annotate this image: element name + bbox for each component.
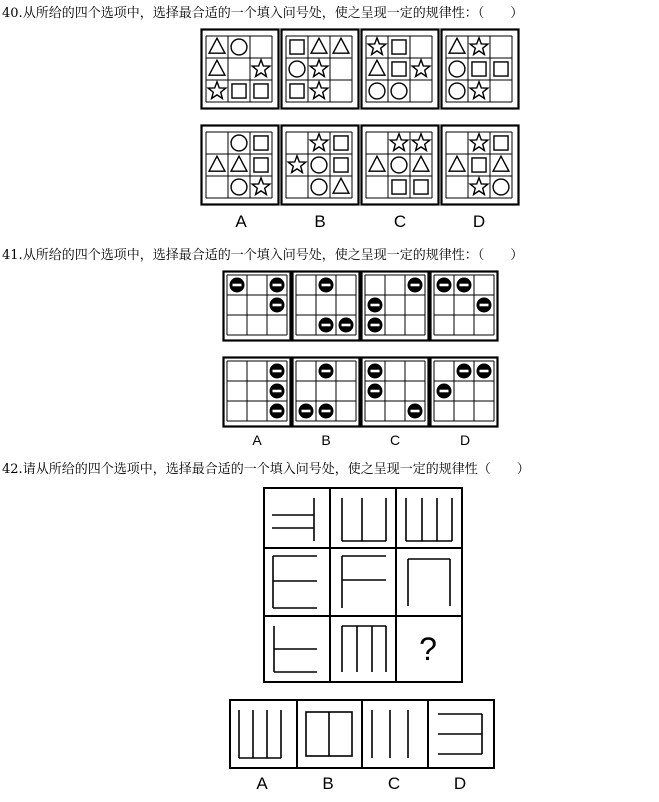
star-icon (390, 134, 408, 151)
circle-icon (231, 39, 247, 55)
circle-icon (391, 157, 407, 173)
dot-icon (319, 318, 334, 333)
q42-options-figure (228, 698, 496, 770)
dot-icon (368, 384, 383, 399)
q42-cell-6 (408, 559, 450, 606)
triangle-icon (311, 38, 327, 53)
q40-stem-panel-1 (202, 30, 279, 109)
q40-option-a-label[interactable]: A (235, 212, 247, 231)
triangle-icon (369, 156, 385, 171)
square-icon (472, 62, 486, 76)
q41-options-figure (222, 356, 502, 428)
question-mark: ? (419, 631, 437, 667)
question-text: 从所给的四个选项中，选择最合适的一个填入问号处，使之呈现一定的规律性：（ ） (22, 6, 524, 21)
q40-stem-panel-2 (282, 30, 359, 109)
dot-icon (319, 404, 334, 419)
star-icon (412, 60, 430, 77)
q41-option-panel-2 (293, 358, 360, 427)
triangle-icon (493, 156, 509, 171)
star-icon (368, 38, 386, 55)
q41-option-b-label[interactable]: B (321, 432, 331, 448)
dot-icon (408, 278, 423, 293)
q42-option-d-label[interactable]: D (453, 774, 467, 793)
q41-option-panel-4 (431, 358, 498, 427)
circle-icon (493, 179, 509, 195)
q41-stem-panel-2 (293, 272, 360, 341)
q40-option-c-label[interactable]: C (393, 212, 407, 231)
dot-icon (368, 364, 383, 379)
q42-option-b-figure (306, 712, 352, 756)
triangle-icon (209, 60, 225, 75)
q42-stem-figure (262, 486, 466, 686)
square-icon (494, 62, 508, 76)
square-icon (232, 84, 246, 98)
circle-icon (449, 61, 465, 77)
triangle-icon (449, 38, 465, 53)
triangle-icon (231, 156, 247, 171)
triangle-icon (209, 156, 225, 171)
dot-icon (319, 278, 334, 293)
dot-icon (408, 404, 423, 419)
circle-icon (369, 83, 385, 99)
q40-options-figure (200, 124, 520, 206)
dot-icon (230, 278, 245, 293)
triangle-icon (413, 156, 429, 171)
q42-option-a-label[interactable]: A (256, 774, 268, 793)
q40-option-panel-2 (282, 126, 359, 205)
q40-option-panel-3 (362, 126, 439, 205)
question-number: 42. (2, 462, 23, 477)
q41-stem-figure (222, 270, 502, 342)
star-icon (470, 82, 488, 99)
circle-icon (311, 157, 327, 173)
question-42-prompt (2, 458, 530, 477)
question-number: 41. (2, 248, 23, 263)
star-icon (288, 156, 306, 173)
dot-icon (368, 298, 383, 313)
q41-stem-panel-1 (224, 272, 291, 341)
q42-option-d-figure (438, 714, 482, 754)
star-icon (470, 178, 488, 195)
star-icon (252, 60, 270, 77)
q40-stem-figure (200, 28, 520, 110)
q41-option-a-label[interactable]: A (252, 432, 262, 448)
square-icon (334, 158, 348, 172)
dot-icon (339, 318, 354, 333)
dot-icon (477, 364, 492, 379)
q41-option-panel-1 (224, 358, 291, 427)
q41-option-d-label[interactable]: D (459, 432, 471, 448)
dot-icon (477, 298, 492, 313)
q41-option-c-label[interactable]: C (389, 432, 401, 448)
square-icon (494, 136, 508, 150)
star-icon (310, 60, 328, 77)
star-icon (470, 38, 488, 55)
q42-cell-5 (342, 556, 386, 608)
star-icon (310, 134, 328, 151)
q42-option-c-figure (372, 710, 408, 758)
circle-icon (231, 179, 247, 195)
square-icon (334, 136, 348, 150)
square-icon (414, 180, 428, 194)
square-icon (254, 84, 268, 98)
star-icon (470, 134, 488, 151)
star-icon (208, 82, 226, 99)
dot-icon (270, 278, 285, 293)
q42-cell-2 (342, 498, 386, 541)
dot-icon (270, 364, 285, 379)
q42-cell-3 (406, 498, 452, 541)
triangle-icon (209, 38, 225, 53)
q41-option-panel-3 (362, 358, 429, 427)
dot-icon (457, 364, 472, 379)
dot-icon (270, 404, 285, 419)
q40-option-panel-4 (442, 126, 519, 205)
star-icon (252, 178, 270, 195)
q40-option-b-label[interactable]: B (314, 212, 326, 231)
q40-stem-panel-3 (362, 30, 439, 109)
q41-stem-panel-3 (362, 272, 429, 341)
dot-icon (299, 404, 314, 419)
dot-icon (437, 278, 452, 293)
dot-icon (437, 384, 452, 399)
dot-icon (457, 278, 472, 293)
q40-option-d-label[interactable]: D (472, 212, 486, 231)
q42-option-c-label[interactable]: C (387, 774, 401, 793)
square-icon (392, 40, 406, 54)
circle-icon (289, 61, 305, 77)
circle-icon (391, 83, 407, 99)
circle-icon (231, 135, 247, 151)
square-icon (254, 136, 268, 150)
circle-icon (311, 179, 327, 195)
circle-icon (449, 83, 465, 99)
q42-cell-1 (272, 498, 314, 541)
square-icon (290, 40, 304, 54)
square-icon (392, 180, 406, 194)
square-icon (472, 158, 486, 172)
q42-cell-8 (342, 626, 386, 672)
triangle-icon (333, 178, 349, 193)
q42-option-a-figure (239, 710, 281, 758)
q42-cell-4 (273, 556, 317, 608)
dot-icon (270, 298, 285, 313)
star-icon (412, 134, 430, 151)
question-text: 请从所给的四个选项中，选择最合适的一个填入问号处，使之呈现一定的规律性（ ） (22, 462, 530, 477)
square-icon (290, 84, 304, 98)
triangle-icon (369, 60, 385, 75)
q41-stem-panel-4 (431, 272, 498, 341)
q40-stem-panel-4 (442, 30, 519, 109)
star-icon (310, 82, 328, 99)
triangle-icon (333, 38, 349, 53)
question-number: 40. (2, 6, 23, 21)
question-41-prompt (2, 244, 523, 263)
triangle-icon (449, 156, 465, 171)
question-40-prompt (2, 2, 523, 21)
q42-option-b-label[interactable]: B (322, 774, 334, 793)
dot-icon (319, 364, 334, 379)
question-text: 从所给的四个选项中，选择最合适的一个填入问号处，使之呈现一定的规律性：（ ） (22, 248, 524, 263)
square-icon (392, 62, 406, 76)
q40-option-panel-1 (202, 126, 279, 205)
square-icon (254, 158, 268, 172)
dot-icon (270, 384, 285, 399)
q42-cell-7 (274, 626, 317, 672)
dot-icon (368, 318, 383, 333)
